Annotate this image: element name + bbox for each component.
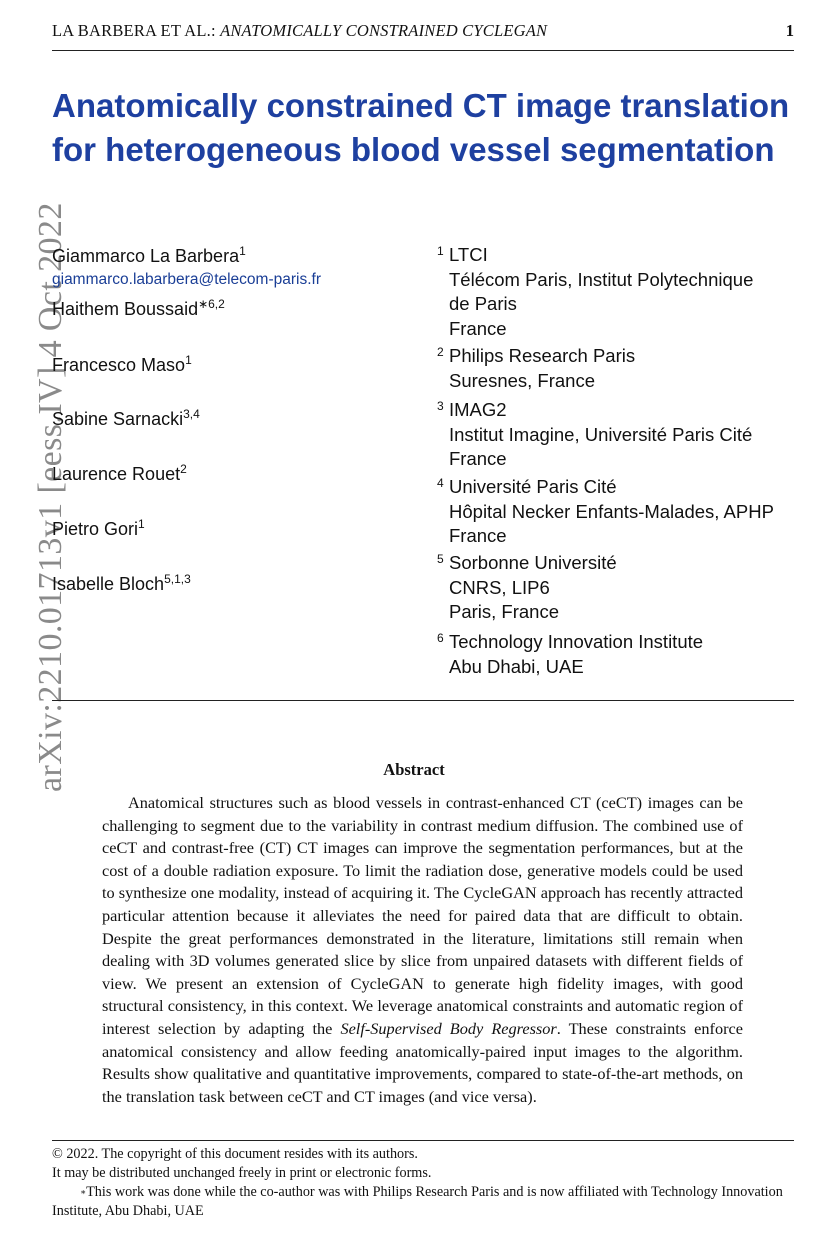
affiliation-line: Hôpital Necker Enfants-Malades, APHP [449, 500, 774, 522]
affiliation-line: France [449, 448, 507, 469]
affiliation-line: LTCI [449, 244, 488, 265]
affiliation-line: France [449, 525, 507, 546]
affiliation-block [437, 243, 753, 341]
arxiv-stamp: arXiv:2210.01713v1 [eess.IV] 4 Oct 2022 [32, 202, 69, 792]
author-email-link[interactable]: giammarco.labarbera@telecom-paris.fr [52, 271, 321, 288]
affiliation-block [437, 398, 752, 472]
footnote: ∗This work was done while the co-author was with Philips Research Paris and is now affiliated with Technology Innovation Institute, Abu Dhabi, UAE [52, 1184, 783, 1219]
affiliation-number: 3 [437, 399, 444, 413]
affiliation-line: Télécom Paris, Institut Polytechnique [449, 268, 754, 290]
affiliation-number: 5 [437, 552, 444, 566]
affiliation-number: 1 [437, 244, 444, 258]
abstract-italic-term: Self-Supervised Body Regressor [340, 1018, 557, 1038]
affiliation-line: Suresnes, France [449, 369, 596, 391]
affiliation-line: CNRS, LIP6 [449, 576, 550, 598]
author-name: Giammarco La Barbera$^1$ [52, 244, 246, 266]
affiliation-line: de Paris [449, 293, 517, 314]
author-affiliation-marks: 3,4 [183, 407, 200, 421]
author-name: Francesco Maso$^1$ [52, 353, 192, 375]
author-affiliation-marks: 1 [239, 244, 246, 258]
author-name: Isabelle Bloch$^{5,1,3}$ [52, 572, 191, 594]
affiliation-number: 2 [437, 345, 444, 359]
header-authors: LA BARBERA ET AL.: [52, 21, 221, 40]
affiliation-block [437, 475, 774, 549]
affiliation-number: 6 [437, 631, 444, 645]
section-divider [52, 700, 794, 701]
paper-title: Anatomically constrained CT image translation for heterogeneous blood vessel segmentation [52, 87, 790, 168]
author-affiliation-marks: 1 [138, 517, 145, 531]
copyright-notice: © 2022. The copyright of this document resides with its authors. [52, 1146, 418, 1162]
author-name: Sabine Sarnacki$^{3,4}$ [52, 407, 200, 429]
abstract-text: Anatomical structures such as blood vessels in contrast-enhanced CT (ceCT) images can be challenging to segment due to the variability in contrast medium diffusion. The combined use of ceCT and contrast-free (CT) CT images can improve the segmentation performances, but at the cost of a double radiation exposure. To limit the radiation dose, generative models could be used to synthesize one modality, instead of acquiring it. The CycleGAN approach has recently attracted particular attention because it alleviates the need for paired data that are difficult to obtain. Despite the great performances demonstrated in the literature, limitations still remain when dealing with 3D volumes generated slice by slice from unpaired datasets with different fields of view. We present an extension of CycleGAN to generate high fidelity images, with good structural consistency, in this context. We leverage anatomical constraints and automatic region of interest selection by adapting the Self-Supervised Body Regressor. These constraints enforce anatomical consistency and allow feeding anatomically-paired input images to the algorithm. Results show qualitative and quantitative improvements, compared to state-of-the-art methods, on the translation task between ceCT and CT images (and vice versa). [102, 793, 743, 1106]
affiliation-line: Abu Dhabi, UAE [449, 655, 584, 677]
affiliation-line: IMAG2 [449, 399, 507, 420]
affiliation-block [437, 344, 635, 393]
author-name: Pietro Gori$^1$ [52, 517, 145, 539]
affiliation-line: France [449, 317, 507, 339]
author-affiliation-marks: 5,1,3 [164, 572, 191, 586]
distribution-notice: It may be distributed unchanged freely in print or electronic forms. [52, 1165, 432, 1181]
author-name: Haithem Boussaid$^{∗6,2}$ [52, 297, 225, 319]
author-name: Laurence Rouet$^2$ [52, 462, 187, 484]
author-affiliation-marks: 2 [180, 462, 187, 476]
footer-divider [52, 1140, 794, 1141]
header-running-title: ANATOMICALLY CONSTRAINED CYCLEGAN [220, 21, 548, 40]
author-affiliation-marks: 1 [185, 353, 192, 367]
affiliation-line: Paris, France [449, 601, 560, 622]
running-header [52, 20, 794, 51]
affiliation-number: 4 [437, 476, 444, 490]
affiliation-line: Technology Innovation Institute [449, 631, 704, 652]
affiliation-block [437, 551, 617, 625]
affiliation-line: Université Paris Cité [449, 476, 617, 497]
affiliation-line: Sorbonne Université [449, 552, 617, 573]
page-footer [52, 1145, 794, 1221]
author-affiliation-marks: ∗6,2 [198, 297, 225, 311]
affiliation-block [437, 630, 703, 679]
footnote-mark: ∗ [80, 1187, 87, 1197]
affiliation-line: Philips Research Paris [449, 345, 636, 366]
affiliation-line: Institut Imagine, Université Paris Cité [449, 423, 753, 445]
abstract-heading: Abstract [383, 760, 445, 779]
running-header-left [52, 21, 547, 41]
page-number: 1 [785, 21, 794, 40]
